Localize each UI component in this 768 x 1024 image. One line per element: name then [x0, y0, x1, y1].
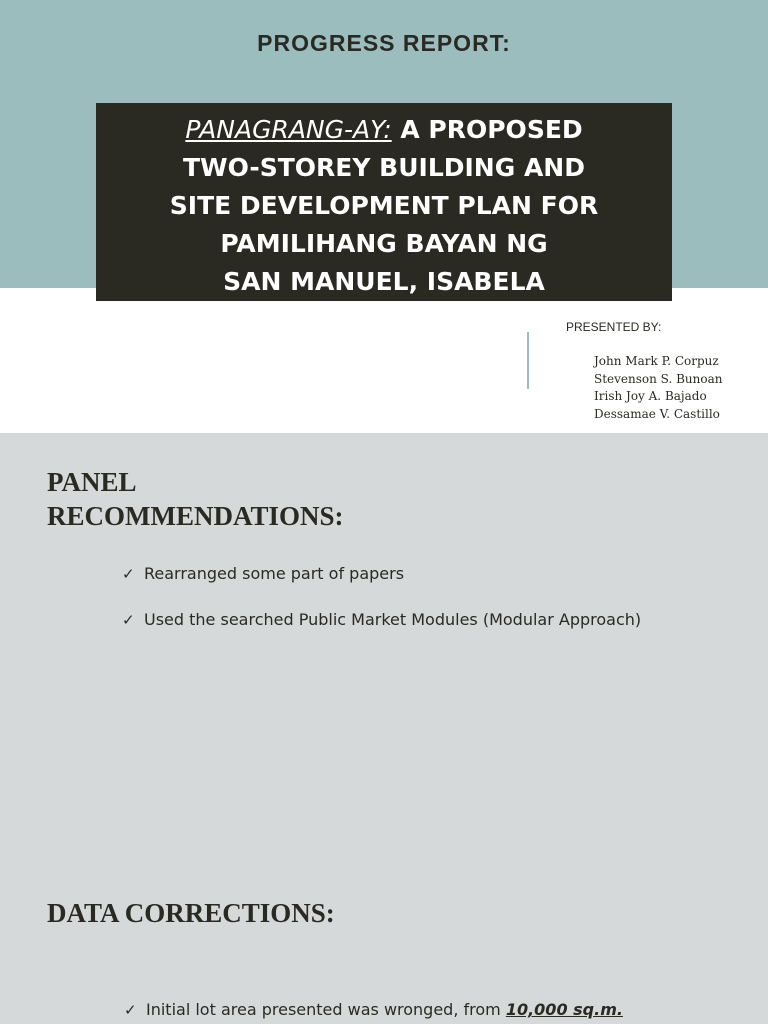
data-corrections-title: DATA CORRECTIONS: [47, 898, 335, 928]
checkmark-icon: ✓ [122, 565, 135, 583]
title-line-2: TWO-STOREY BUILDING AND [183, 153, 585, 182]
presented-by-label: PRESENTED BY: [566, 320, 662, 334]
presenter-name: John Mark P. Corpuz [594, 354, 719, 368]
presenter-name: Dessamae V. Castillo [594, 406, 720, 421]
content-slide [0, 433, 768, 1024]
title-line-1 [96, 111, 672, 149]
recommendation-item [122, 564, 404, 583]
checkmark-icon: ✓ [122, 611, 135, 629]
vertical-divider [527, 332, 529, 389]
title-emphasis: PANAGRANG-AY: [185, 115, 392, 144]
checkmark-icon: ✓ [124, 1001, 137, 1019]
title-box [96, 103, 672, 301]
panel-title-line-2: RECOMMENDATIONS: [47, 501, 344, 531]
correction-value: 10,000 sq.m. [505, 1000, 623, 1019]
presenter-list [594, 353, 722, 423]
recommendation-text: Rearranged some part of papers [144, 564, 405, 583]
correction-text: Initial lot area presented was wronged, from [146, 1000, 506, 1019]
panel-recommendations-title [47, 465, 447, 533]
panel-title-line-1: PANEL [47, 467, 137, 497]
title-line-3: SITE DEVELOPMENT PLAN FOR [169, 191, 599, 220]
correction-item [124, 1000, 623, 1019]
title-line-5: SAN MANUEL, ISABELA [223, 267, 545, 296]
title-line-4: PAMILIHANG BAYAN NG [220, 229, 548, 258]
presenter-name: Stevenson S. Bunoan [594, 371, 723, 386]
report-heading: PROGRESS REPORT: [257, 30, 511, 56]
recommendation-item [122, 610, 641, 629]
title-slide [0, 0, 768, 433]
presenter-name: Irish Joy A. Bajado [594, 389, 707, 403]
recommendation-text: Used the searched Public Market Modules (Modular Approach) [144, 610, 642, 629]
title-line-1-rest: A PROPOSED [391, 115, 583, 144]
